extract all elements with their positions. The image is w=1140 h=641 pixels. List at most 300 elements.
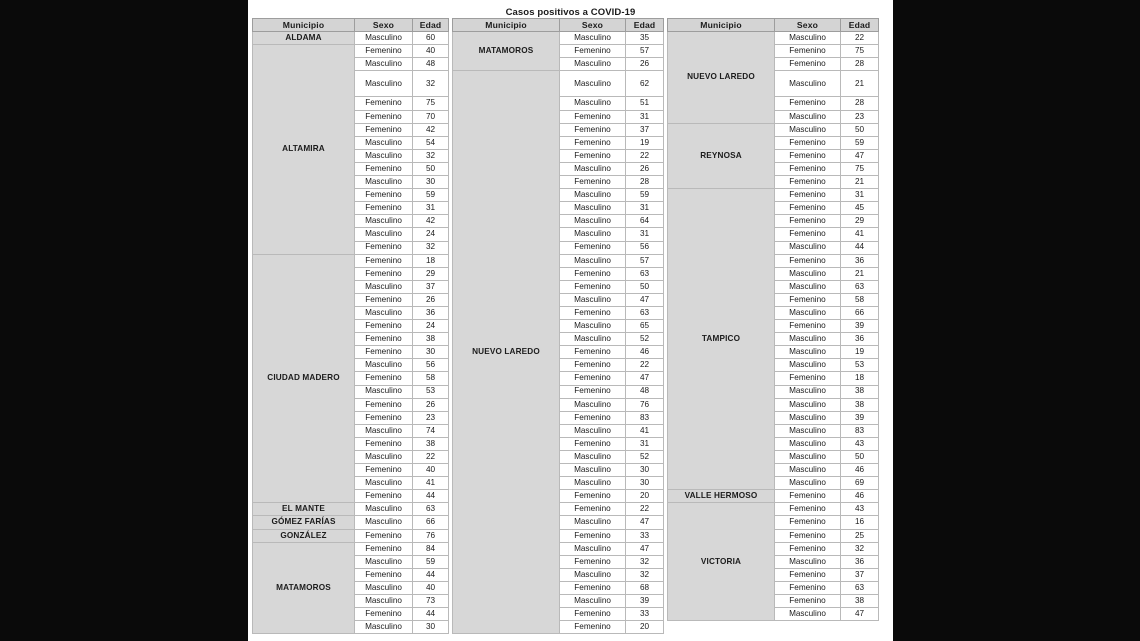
edad-cell: 26 [413,398,449,411]
sexo-cell: Femenino [560,581,626,594]
sexo-cell: Masculino [560,451,626,464]
sexo-cell: Masculino [560,202,626,215]
sexo-cell: Femenino [560,385,626,398]
sexo-cell: Femenino [355,110,413,123]
edad-cell: 47 [626,293,664,306]
edad-cell: 46 [626,346,664,359]
edad-cell: 19 [841,346,879,359]
sexo-cell: Femenino [560,359,626,372]
sexo-cell: Femenino [775,58,841,71]
sexo-cell: Femenino [355,162,413,175]
sexo-cell: Femenino [560,529,626,542]
document-sheet [248,0,893,641]
edad-cell: 56 [626,241,664,254]
edad-cell: 23 [841,110,879,123]
sexo-cell: Femenino [560,346,626,359]
edad-cell: 59 [413,555,449,568]
sexo-cell: Femenino [775,372,841,385]
sexo-cell: Masculino [560,398,626,411]
edad-cell: 63 [626,267,664,280]
sexo-cell: Femenino [560,149,626,162]
edad-cell: 75 [413,97,449,110]
edad-cell: 75 [841,45,879,58]
table-column-3 [667,18,878,621]
edad-cell: 31 [626,437,664,450]
edad-cell: 28 [841,97,879,110]
sexo-cell: Masculino [355,451,413,464]
column-header-edad: Edad [841,19,879,32]
edad-cell: 50 [413,162,449,175]
edad-cell: 33 [626,608,664,621]
sexo-cell: Masculino [775,385,841,398]
sexo-cell: Masculino [355,306,413,319]
sexo-cell: Masculino [775,411,841,424]
edad-cell: 58 [413,372,449,385]
sexo-cell: Femenino [355,123,413,136]
edad-cell: 45 [841,202,879,215]
municipality-cell: GONZÁLEZ [253,529,355,542]
sexo-cell: Femenino [560,241,626,254]
edad-cell: 41 [413,477,449,490]
sexo-cell: Femenino [355,568,413,581]
sexo-cell: Masculino [560,424,626,437]
column-header-sexo: Sexo [560,19,626,32]
column-2-table [452,18,664,634]
edad-cell: 84 [413,542,449,555]
sexo-cell: Femenino [775,490,841,503]
sexo-cell: Femenino [355,45,413,58]
edad-cell: 26 [626,162,664,175]
edad-cell: 42 [413,123,449,136]
table-row [453,71,664,97]
edad-cell: 40 [413,581,449,594]
table-row [253,32,449,45]
sexo-cell: Femenino [355,97,413,110]
sexo-cell: Femenino [560,372,626,385]
column-1-table [252,18,449,634]
column-header-edad: Edad [626,19,664,32]
edad-cell: 22 [841,32,879,45]
edad-cell: 24 [413,320,449,333]
sexo-cell: Femenino [775,202,841,215]
edad-cell: 25 [841,529,879,542]
sexo-cell: Femenino [775,595,841,608]
sexo-cell: Masculino [560,595,626,608]
edad-cell: 22 [626,359,664,372]
edad-cell: 52 [626,333,664,346]
edad-cell: 32 [626,568,664,581]
sexo-cell: Masculino [355,176,413,189]
edad-cell: 70 [413,110,449,123]
sexo-cell: Masculino [560,516,626,529]
sexo-cell: Femenino [560,608,626,621]
sexo-cell: Masculino [775,71,841,97]
sexo-cell: Masculino [775,464,841,477]
sexo-cell: Femenino [560,621,626,634]
sexo-cell: Masculino [355,385,413,398]
edad-cell: 31 [626,110,664,123]
edad-cell: 32 [413,71,449,97]
sexo-cell: Femenino [355,411,413,424]
municipality-cell: MATAMOROS [253,542,355,634]
sexo-cell: Masculino [560,254,626,267]
sexo-cell: Femenino [775,136,841,149]
edad-cell: 43 [841,437,879,450]
edad-cell: 29 [413,267,449,280]
table-row [253,542,449,555]
municipality-cell: ALTAMIRA [253,45,355,255]
sexo-cell: Masculino [560,464,626,477]
sexo-cell: Masculino [775,346,841,359]
edad-cell: 62 [626,71,664,97]
edad-cell: 21 [841,267,879,280]
edad-cell: 16 [841,516,879,529]
edad-cell: 26 [626,58,664,71]
edad-cell: 22 [626,149,664,162]
edad-cell: 36 [841,555,879,568]
sexo-cell: Masculino [355,621,413,634]
sexo-cell: Masculino [775,424,841,437]
municipality-cell: EL MANTE [253,503,355,516]
edad-cell: 22 [413,451,449,464]
edad-cell: 26 [413,293,449,306]
sexo-cell: Femenino [355,529,413,542]
sexo-cell: Femenino [560,306,626,319]
column-header-municipio: Municipio [668,19,775,32]
sexo-cell: Masculino [355,477,413,490]
table-row [253,503,449,516]
edad-cell: 38 [413,437,449,450]
edad-cell: 38 [841,595,879,608]
table-column-2 [452,18,663,634]
sexo-cell: Masculino [775,333,841,346]
edad-cell: 32 [413,149,449,162]
sexo-cell: Femenino [560,280,626,293]
edad-cell: 56 [413,359,449,372]
sexo-cell: Masculino [355,359,413,372]
edad-cell: 63 [413,503,449,516]
sexo-cell: Femenino [355,464,413,477]
sexo-cell: Masculino [775,267,841,280]
edad-cell: 19 [626,136,664,149]
sexo-cell: Femenino [355,267,413,280]
table-header-row [453,19,664,32]
sexo-cell: Masculino [775,32,841,45]
edad-cell: 52 [626,451,664,464]
sexo-cell: Masculino [355,595,413,608]
sexo-cell: Femenino [775,516,841,529]
edad-cell: 30 [413,176,449,189]
sexo-cell: Femenino [560,490,626,503]
sexo-cell: Masculino [355,32,413,45]
sexo-cell: Femenino [355,398,413,411]
sexo-cell: Femenino [355,293,413,306]
edad-cell: 28 [626,176,664,189]
edad-cell: 48 [626,385,664,398]
sexo-cell: Femenino [560,411,626,424]
edad-cell: 41 [626,424,664,437]
edad-cell: 68 [626,581,664,594]
sexo-cell: Femenino [355,372,413,385]
sexo-cell: Masculino [775,437,841,450]
sexo-cell: Masculino [355,280,413,293]
edad-cell: 83 [626,411,664,424]
sexo-cell: Masculino [560,320,626,333]
edad-cell: 53 [841,359,879,372]
sexo-cell: Masculino [355,149,413,162]
edad-cell: 32 [413,241,449,254]
sexo-cell: Femenino [775,45,841,58]
table-row [253,516,449,529]
sexo-cell: Femenino [775,176,841,189]
municipality-cell: MATAMOROS [453,32,560,71]
sexo-cell: Masculino [775,555,841,568]
edad-cell: 20 [626,621,664,634]
edad-cell: 47 [626,372,664,385]
sexo-cell: Masculino [775,123,841,136]
edad-cell: 38 [413,333,449,346]
edad-cell: 83 [841,424,879,437]
sexo-cell: Masculino [560,97,626,110]
sexo-cell: Masculino [775,359,841,372]
sexo-cell: Femenino [775,320,841,333]
column-3-table [667,18,879,621]
edad-cell: 42 [413,215,449,228]
sexo-cell: Femenino [560,267,626,280]
sexo-cell: Masculino [355,555,413,568]
sexo-cell: Femenino [355,437,413,450]
edad-cell: 31 [841,189,879,202]
table-row [668,32,879,45]
edad-cell: 44 [413,568,449,581]
edad-cell: 20 [626,490,664,503]
edad-cell: 65 [626,320,664,333]
sexo-cell: Masculino [355,71,413,97]
municipality-cell: ALDAMA [253,32,355,45]
sexo-cell: Masculino [560,71,626,97]
edad-cell: 18 [413,254,449,267]
edad-cell: 53 [413,385,449,398]
edad-cell: 31 [626,202,664,215]
sexo-cell: Femenino [560,437,626,450]
sexo-cell: Femenino [355,241,413,254]
table-row [253,529,449,542]
sexo-cell: Masculino [775,451,841,464]
sexo-cell: Masculino [775,110,841,123]
sexo-cell: Femenino [355,189,413,202]
sexo-cell: Femenino [775,581,841,594]
edad-cell: 33 [626,529,664,542]
sexo-cell: Masculino [560,542,626,555]
table-header-row [668,19,879,32]
edad-cell: 32 [841,542,879,555]
column-header-edad: Edad [413,19,449,32]
sexo-cell: Masculino [560,32,626,45]
sexo-cell: Femenino [775,189,841,202]
edad-cell: 50 [841,451,879,464]
edad-cell: 69 [841,477,879,490]
sexo-cell: Masculino [355,228,413,241]
edad-cell: 63 [626,306,664,319]
sexo-cell: Femenino [355,542,413,555]
sexo-cell: Masculino [775,608,841,621]
edad-cell: 50 [626,280,664,293]
sexo-cell: Masculino [355,503,413,516]
table-row [668,123,879,136]
table-row [668,490,879,503]
sexo-cell: Femenino [355,320,413,333]
municipality-cell: TAMPICO [668,189,775,490]
sexo-cell: Femenino [560,176,626,189]
edad-cell: 47 [626,516,664,529]
sexo-cell: Femenino [560,110,626,123]
sexo-cell: Femenino [775,149,841,162]
sexo-cell: Femenino [355,346,413,359]
sexo-cell: Femenino [560,555,626,568]
sexo-cell: Masculino [560,568,626,581]
sexo-cell: Masculino [775,241,841,254]
municipality-cell: NUEVO LAREDO [668,32,775,124]
edad-cell: 63 [841,581,879,594]
edad-cell: 75 [841,162,879,175]
municipality-cell: VICTORIA [668,503,775,621]
municipality-cell: VALLE HERMOSO [668,490,775,503]
sexo-cell: Femenino [560,123,626,136]
edad-cell: 30 [626,477,664,490]
sexo-cell: Femenino [355,333,413,346]
column-header-sexo: Sexo [355,19,413,32]
table-row [253,45,449,58]
edad-cell: 54 [413,136,449,149]
sexo-cell: Femenino [355,608,413,621]
edad-cell: 57 [626,254,664,267]
municipality-cell: REYNOSA [668,123,775,188]
sexo-cell: Femenino [355,202,413,215]
sexo-cell: Masculino [355,424,413,437]
edad-cell: 28 [841,58,879,71]
edad-cell: 39 [626,595,664,608]
page-title: Casos positivos a COVID-19 [505,7,636,18]
sexo-cell: Masculino [775,398,841,411]
sexo-cell: Masculino [355,215,413,228]
sexo-cell: Femenino [560,503,626,516]
edad-cell: 58 [841,293,879,306]
sexo-cell: Masculino [775,306,841,319]
edad-cell: 30 [413,621,449,634]
edad-cell: 21 [841,71,879,97]
sexo-cell: Femenino [775,162,841,175]
table-row [253,254,449,267]
edad-cell: 39 [841,320,879,333]
edad-cell: 32 [626,555,664,568]
edad-cell: 60 [413,32,449,45]
edad-cell: 23 [413,411,449,424]
edad-cell: 37 [841,568,879,581]
sexo-cell: Masculino [355,581,413,594]
edad-cell: 40 [413,464,449,477]
edad-cell: 18 [841,372,879,385]
sexo-cell: Femenino [560,136,626,149]
edad-cell: 37 [413,280,449,293]
sexo-cell: Femenino [775,228,841,241]
edad-cell: 59 [413,189,449,202]
table-header-row [253,19,449,32]
sexo-cell: Masculino [775,477,841,490]
sexo-cell: Masculino [560,293,626,306]
sexo-cell: Femenino [775,529,841,542]
edad-cell: 36 [841,254,879,267]
edad-cell: 44 [413,490,449,503]
sexo-cell: Femenino [775,568,841,581]
municipality-cell: NUEVO LAREDO [453,71,560,634]
sexo-cell: Masculino [560,58,626,71]
edad-cell: 21 [841,176,879,189]
edad-cell: 30 [626,464,664,477]
sexo-cell: Femenino [775,215,841,228]
edad-cell: 50 [841,123,879,136]
edad-cell: 36 [413,306,449,319]
edad-cell: 66 [413,516,449,529]
sexo-cell: Masculino [560,162,626,175]
sexo-cell: Masculino [775,280,841,293]
edad-cell: 22 [626,503,664,516]
edad-cell: 47 [841,149,879,162]
sexo-cell: Masculino [355,58,413,71]
sexo-cell: Femenino [775,542,841,555]
edad-cell: 43 [841,503,879,516]
edad-cell: 39 [841,411,879,424]
sexo-cell: Masculino [560,477,626,490]
edad-cell: 38 [841,385,879,398]
column-header-municipio: Municipio [453,19,560,32]
edad-cell: 37 [626,123,664,136]
sexo-cell: Femenino [775,293,841,306]
column-header-sexo: Sexo [775,19,841,32]
edad-cell: 51 [626,97,664,110]
edad-cell: 63 [841,280,879,293]
table-columns-container [252,18,889,634]
edad-cell: 73 [413,595,449,608]
municipality-cell: CIUDAD MADERO [253,254,355,503]
table-row [668,189,879,202]
table-row [668,503,879,516]
edad-cell: 29 [841,215,879,228]
sexo-cell: Masculino [560,228,626,241]
edad-cell: 76 [413,529,449,542]
sexo-cell: Femenino [560,45,626,58]
edad-cell: 31 [413,202,449,215]
edad-cell: 76 [626,398,664,411]
edad-cell: 44 [413,608,449,621]
edad-cell: 36 [841,333,879,346]
sexo-cell: Masculino [560,189,626,202]
edad-cell: 48 [413,58,449,71]
sexo-cell: Masculino [355,136,413,149]
edad-cell: 47 [626,542,664,555]
edad-cell: 64 [626,215,664,228]
sexo-cell: Masculino [560,333,626,346]
edad-cell: 59 [841,136,879,149]
sexo-cell: Femenino [775,97,841,110]
table-column-1 [252,18,448,634]
edad-cell: 57 [626,45,664,58]
sexo-cell: Femenino [775,254,841,267]
edad-cell: 31 [626,228,664,241]
sexo-cell: Masculino [560,215,626,228]
edad-cell: 66 [841,306,879,319]
column-header-municipio: Municipio [253,19,355,32]
edad-cell: 30 [413,346,449,359]
